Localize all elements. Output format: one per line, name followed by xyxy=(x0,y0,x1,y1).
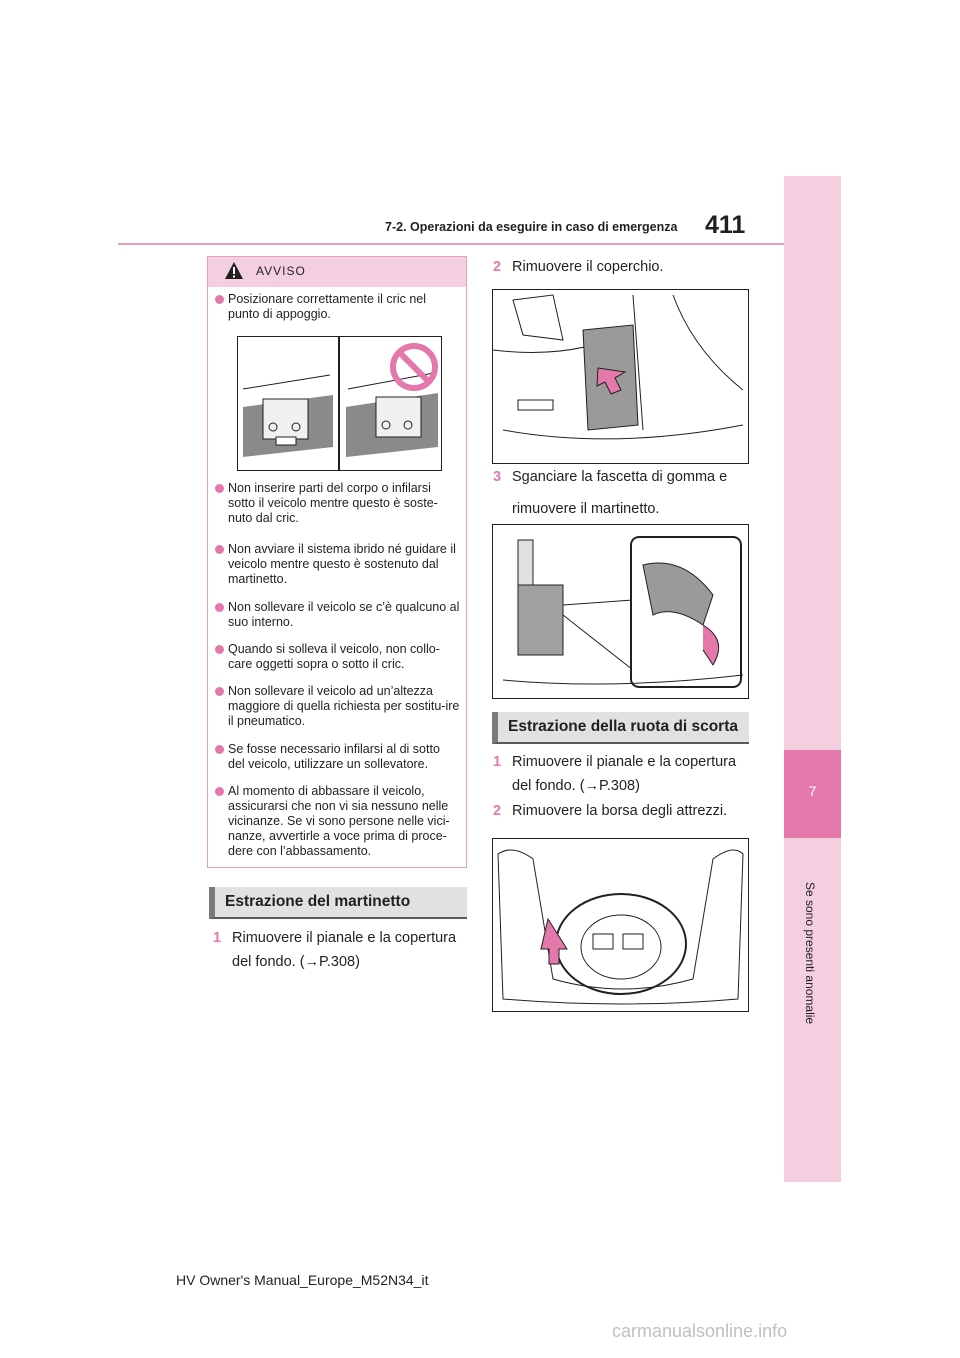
header-divider xyxy=(118,243,784,245)
step-number: 2 xyxy=(493,803,502,819)
step-text: del fondo. (→P.308) xyxy=(512,778,640,794)
warning-bullet xyxy=(215,684,460,729)
bullet-dot xyxy=(215,484,224,493)
cover-removal-drawing xyxy=(493,290,748,463)
watermark: carmanualsonline.info xyxy=(612,1321,788,1341)
bullet-dot xyxy=(215,545,224,554)
warning-bullet-text: Posizionare correttamente il cric nel punto di appoggio. xyxy=(228,292,426,321)
warning-bullet-text: Non sollevare il veicolo ad un’altezza maggiore di quella richiesta per sostitu-ire il pneumatico. xyxy=(228,684,460,728)
bullet-dot xyxy=(215,787,224,796)
footer-manual-name: HV Owner's Manual_Europe_M52N34_it xyxy=(176,1272,429,1288)
step-number: 1 xyxy=(213,930,222,946)
step-text: del fondo. (→P.308) xyxy=(232,954,360,970)
warning-bullet-text: Se fosse necessario infilarsi al di sotto del veicolo, utilizzare un sollevatore. xyxy=(228,742,440,771)
warning-triangle-icon xyxy=(224,261,244,280)
warning-bullet xyxy=(215,600,460,630)
jack-position-illustration xyxy=(237,336,442,471)
bullet-dot xyxy=(215,745,224,754)
warning-bullet xyxy=(215,642,460,672)
chapter-number: 7 xyxy=(808,783,817,799)
bullet-dot xyxy=(215,603,224,612)
section-title-jack: Estrazione del martinetto xyxy=(225,893,411,910)
warning-header xyxy=(208,257,466,287)
step-text: Rimuovere il pianale e la copertura xyxy=(232,930,457,946)
step-number: 1 xyxy=(493,754,502,770)
tool-bag-illustration xyxy=(492,838,749,1012)
step-number: 3 xyxy=(493,469,502,485)
section-title: 7-2. Operazioni da eseguire in caso di emergenza xyxy=(385,220,678,234)
step-item xyxy=(493,255,664,279)
step-number: 2 xyxy=(493,259,502,275)
warning-bullet-text: Non avviare il sistema ibrido né guidare il veicolo mentre questo è sostenuto dal martinetto. xyxy=(228,542,456,586)
step-item xyxy=(493,750,737,798)
chapter-label: Se sono presenti anomalie xyxy=(803,882,817,1025)
warning-bullet xyxy=(215,784,460,859)
cover-removal-illustration xyxy=(492,289,749,464)
step-text: rimuovere il martinetto. xyxy=(512,501,660,517)
step-text: Rimuovere il coperchio. xyxy=(512,259,664,275)
section-header-jack xyxy=(209,887,467,919)
jack-removal-illustration xyxy=(492,524,749,699)
step-text: Rimuovere la borsa degli attrezzi. xyxy=(512,803,728,819)
bullet-dot xyxy=(215,687,224,696)
warning-bullet-text: Quando si solleva il veicolo, non collo-care oggetti sopra o sotto il cric. xyxy=(228,642,440,671)
warning-bullet-text: Non inserire parti del corpo o infilarsi sotto il veicolo mentre questo è soste-nuto dal cric. xyxy=(228,481,438,525)
step-item xyxy=(493,799,728,823)
jack-position-drawing xyxy=(238,337,441,470)
step-item xyxy=(213,926,457,974)
tool-bag-drawing xyxy=(493,839,748,1011)
warning-bullet xyxy=(215,542,460,587)
chapter-side-tab xyxy=(784,176,841,1182)
step-text: Sganciare la fascetta di gomma e xyxy=(512,469,728,485)
warning-bullet xyxy=(215,481,460,526)
bullet-dot xyxy=(215,295,224,304)
step-text: Rimuovere il pianale e la copertura xyxy=(512,754,737,770)
warning-bullet-text: Al momento di abbassare il veicolo, assicurarsi che non vi sia nessuno nelle vicinanze. Se vi sono persone nelle vici-nanze, avvertirle a voce prima di proce-dere con l’abbassamento. xyxy=(228,784,450,858)
warning-bullet xyxy=(215,292,460,322)
warning-bullet xyxy=(215,742,460,772)
bullet-dot xyxy=(215,645,224,654)
warning-bullet-text: Non sollevare il veicolo se c’è qualcuno al suo interno. xyxy=(228,600,460,629)
warning-title: AVVISO xyxy=(256,264,306,278)
jack-removal-drawing xyxy=(493,525,748,698)
section-header-spare xyxy=(492,712,749,744)
page-number: 411 xyxy=(705,211,746,239)
section-title-spare: Estrazione della ruota di scorta xyxy=(508,718,738,735)
step-item xyxy=(493,465,728,521)
